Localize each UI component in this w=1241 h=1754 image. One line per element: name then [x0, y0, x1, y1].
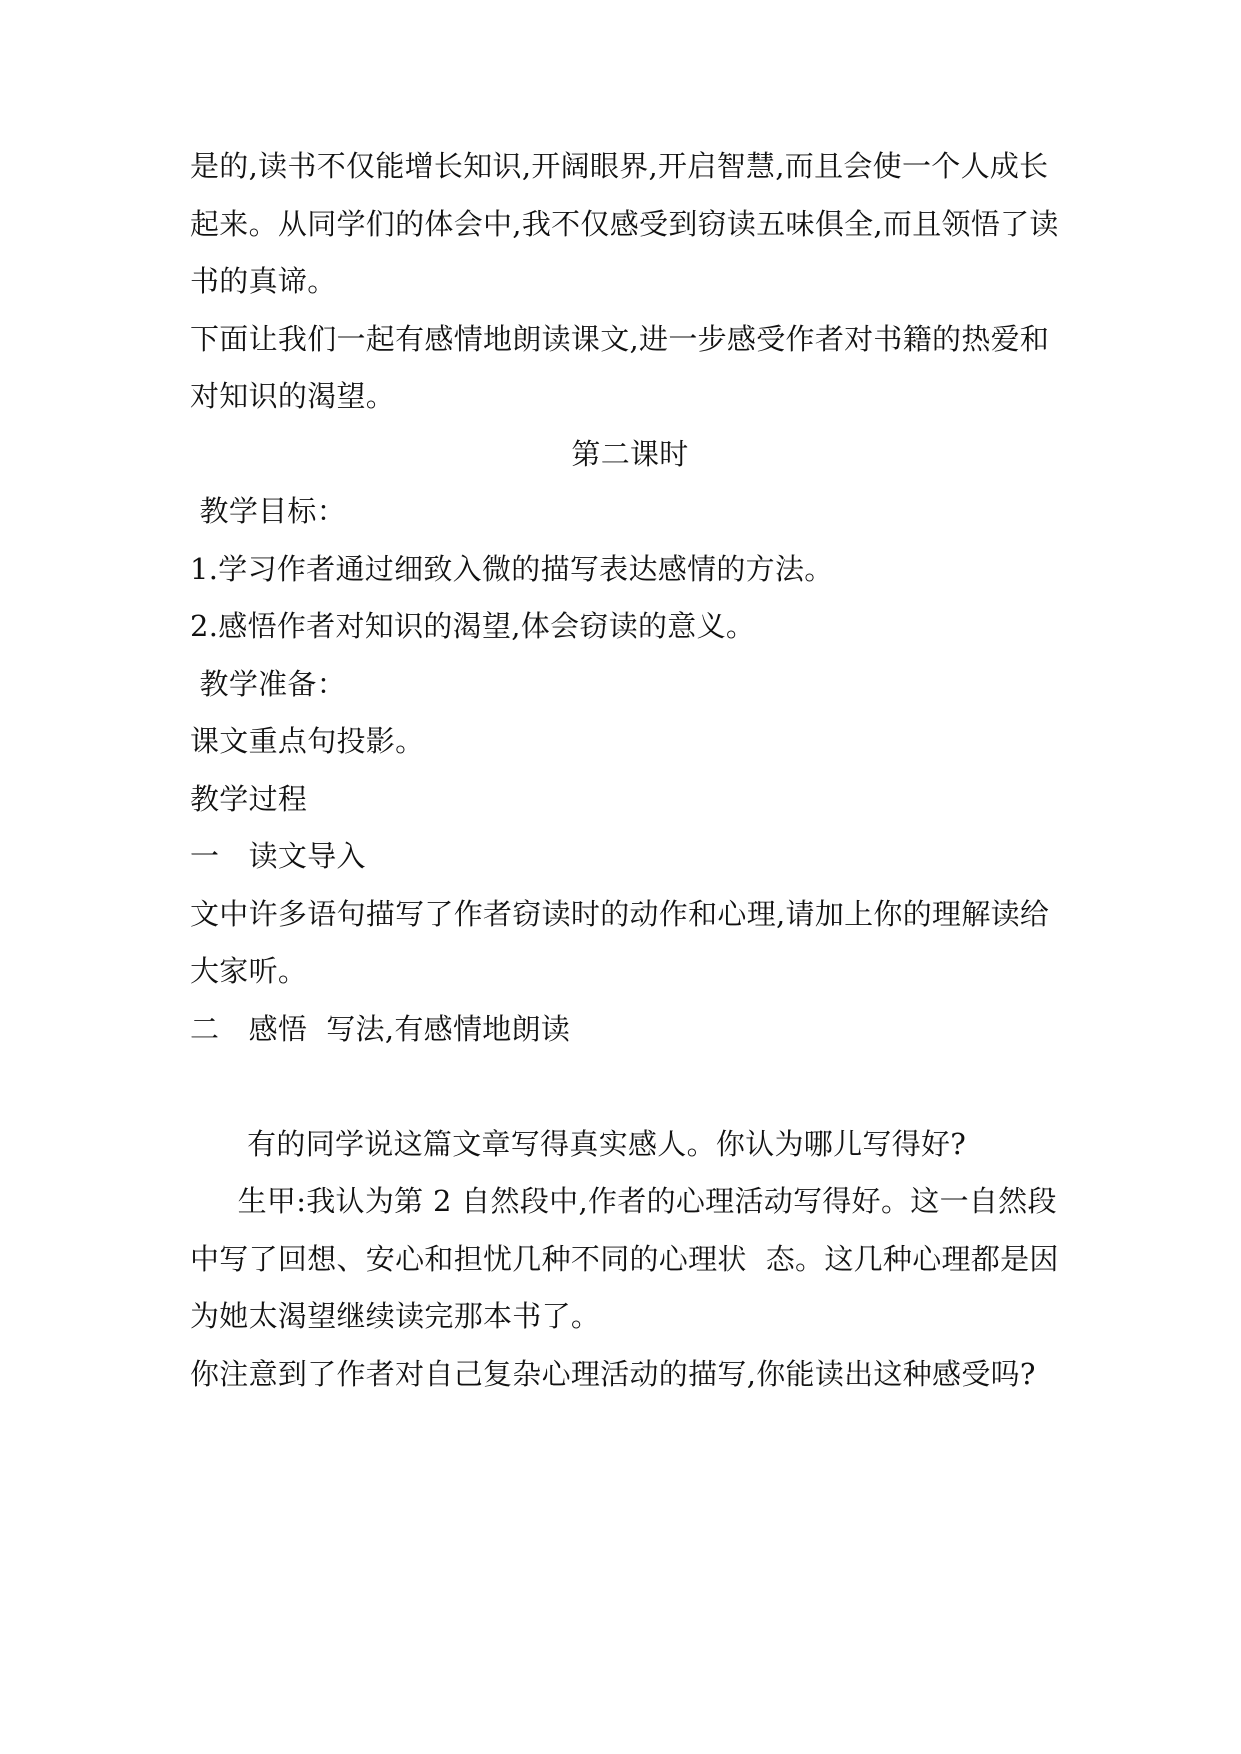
paragraph-line-10: 中写了回想、安心和担忧几种不同的心理状 态。这几种心理都是因 [190, 1242, 1059, 1276]
heading-teaching-process: 教学过程 [190, 782, 308, 816]
paragraph-line-4: 下面让我们一起有感情地朗读课文,进一步感受作者对书籍的热爱和 [190, 322, 1050, 356]
paragraph-line-2: 起来。从同学们的体会中,我不仅感受到窃读五味俱全,而且领悟了读 [190, 207, 1059, 241]
goal-item-1: 1.学习作者通过细致入微的描写表达感情的方法。 [190, 552, 834, 586]
heading-teaching-goals: 教学目标： [190, 494, 347, 528]
paragraph-line-3: 书的真谛。 [190, 264, 337, 298]
process-step-2: 二 感悟 写法,有感情地朗读 [190, 1012, 571, 1046]
paragraph-line-8: 有的同学说这篇文章写得真实感人。你认为哪儿写得好? [190, 1127, 967, 1161]
paragraph-line-11: 为她太渴望继续读完那本书了。 [190, 1299, 601, 1333]
paragraph-line-5: 对知识的渴望。 [190, 379, 396, 413]
preparation-text: 课文重点句投影。 [190, 724, 425, 758]
paragraph-line-1: 是的,读书不仅能增长知识,开阔眼界,开启智慧,而且会使一个人成长 [190, 149, 1049, 183]
paragraph-line-6: 文中许多语句描写了作者窃读时的动作和心理,请加上你的理解读给 [190, 897, 1050, 931]
goal-item-2: 2.感悟作者对知识的渴望,体会窃读的意义。 [190, 609, 756, 643]
heading-teaching-preparation: 教学准备： [190, 667, 347, 701]
paragraph-line-9: 生甲:我认为第 2 自然段中,作者的心理活动写得好。这一自然段 [190, 1184, 1057, 1218]
section-title: 第二课时 [571, 437, 689, 471]
process-step-1: 一 读文导入 [190, 839, 366, 873]
paragraph-line-7: 大家听。 [190, 954, 308, 988]
paragraph-line-12: 你注意到了作者对自己复杂心理活动的描写,你能读出这种感受吗? [190, 1357, 1036, 1391]
